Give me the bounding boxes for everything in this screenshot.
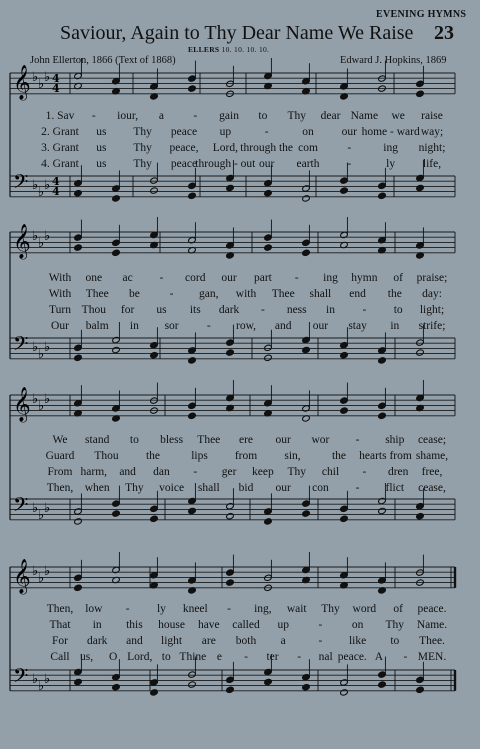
lyric-syllable: our bbox=[275, 482, 291, 494]
lyric-syllable: Thy bbox=[385, 619, 405, 631]
lyric-syllable: earth bbox=[296, 158, 320, 170]
lyric-syllable: night; bbox=[418, 142, 446, 154]
lyric-syllable: Then, bbox=[46, 603, 74, 615]
lyric-syllable: on bbox=[351, 619, 364, 631]
lyric-syllable: With bbox=[48, 272, 72, 284]
lyric-syllable: ere bbox=[238, 434, 254, 446]
lyric-syllable: when bbox=[84, 482, 110, 494]
lyric-syllable: through - out bbox=[195, 158, 256, 170]
lyric-syllable: - bbox=[294, 272, 299, 284]
bass-note bbox=[340, 689, 349, 696]
lyric-syllable: - bbox=[193, 110, 198, 122]
flat-icon: ♭ bbox=[44, 178, 51, 193]
bass-note bbox=[226, 513, 235, 520]
lyric-syllable: and bbox=[126, 635, 143, 647]
lyric-syllable: Our bbox=[51, 320, 69, 332]
lyric-syllable: Thine bbox=[179, 651, 207, 663]
lyric-syllable: With bbox=[48, 288, 72, 300]
lyric-syllable: - bbox=[206, 320, 211, 332]
treble-note bbox=[112, 249, 121, 256]
lyric-syllable: home - ward bbox=[361, 126, 420, 138]
lyric-syllable: light bbox=[161, 635, 183, 647]
lyric-syllable: Thy bbox=[133, 142, 152, 154]
lyric-syllable: and bbox=[274, 320, 292, 332]
lyric-syllable: ness bbox=[286, 304, 307, 316]
lyric-syllable: peace bbox=[170, 158, 198, 170]
lyric-syllable: kneel bbox=[182, 603, 208, 615]
lyric-syllable: up bbox=[277, 619, 289, 631]
lyric-syllable: Thy bbox=[133, 158, 152, 170]
lyric-syllable: Thou bbox=[94, 450, 119, 462]
treble-note bbox=[188, 85, 197, 92]
bass-note bbox=[150, 689, 159, 696]
lyric-syllable: end bbox=[349, 288, 366, 300]
treble-note bbox=[416, 90, 425, 97]
lyric-syllable: our bbox=[312, 320, 329, 332]
lyric-syllable: hymn bbox=[351, 272, 378, 284]
bass-note bbox=[112, 684, 121, 691]
lyric-syllable: in bbox=[326, 304, 336, 316]
time-signature: 4 bbox=[52, 82, 60, 95]
lyric-syllable: We bbox=[52, 434, 68, 446]
lyric-syllable: - bbox=[318, 619, 323, 631]
flat-icon: ♭ bbox=[38, 571, 45, 586]
bass-note bbox=[340, 515, 349, 522]
lyric-syllable: ly bbox=[156, 603, 166, 615]
lyric-syllable: dear bbox=[320, 110, 341, 122]
lyric-syllable: Thy bbox=[287, 110, 306, 122]
lyric-syllable: shame, bbox=[415, 450, 449, 462]
lyric-syllable: ly bbox=[386, 158, 396, 170]
lyric-syllable: - bbox=[244, 651, 248, 663]
bass-note bbox=[302, 684, 311, 691]
bass-note bbox=[188, 192, 197, 199]
lyric-syllable: - bbox=[355, 482, 360, 494]
lyric-syllable: to bbox=[390, 635, 400, 647]
lyric-syllable: Thee bbox=[197, 434, 221, 446]
lyric-syllable: day: bbox=[422, 288, 442, 300]
lyric-syllable: - bbox=[347, 158, 352, 170]
lyric-syllable: cord bbox=[185, 272, 206, 284]
lyric-syllable: - bbox=[362, 466, 367, 478]
lyric-syllable: Thy bbox=[125, 482, 144, 494]
lyric-syllable: harm, bbox=[80, 466, 108, 478]
lyric-syllable: Then, bbox=[46, 482, 74, 494]
lyric-syllable: peace. bbox=[417, 603, 447, 615]
lyric-syllable: MEN. bbox=[417, 651, 447, 663]
hymn-title: Saviour, Again to Thy Dear Name We Raise bbox=[60, 22, 414, 44]
flat-icon: ♭ bbox=[38, 185, 45, 200]
verse-line bbox=[0, 320, 480, 338]
lyric-syllable: - bbox=[125, 603, 130, 615]
lyric-syllable: From bbox=[47, 466, 73, 478]
lyric-syllable: - bbox=[91, 110, 96, 122]
time-signature: 4 bbox=[52, 72, 60, 85]
lyric-syllable: our bbox=[341, 126, 357, 138]
lyric-syllable: - bbox=[362, 304, 367, 316]
lyric-syllable: us, bbox=[80, 651, 94, 663]
lyric-syllable: its bbox=[189, 304, 201, 316]
lyric-syllable: That bbox=[49, 619, 71, 631]
bass-note bbox=[264, 518, 273, 525]
lyric-syllable: praise; bbox=[416, 272, 448, 284]
lyric-syllable: shall bbox=[197, 482, 220, 494]
lyric-syllable: Thee. bbox=[419, 635, 445, 647]
flat-icon: ♭ bbox=[38, 347, 45, 362]
bass-note bbox=[226, 349, 235, 356]
flat-icon: ♭ bbox=[44, 340, 51, 355]
bass-note bbox=[226, 184, 235, 191]
lyric-syllable: dark bbox=[86, 635, 108, 647]
lyric-syllable: A bbox=[374, 651, 383, 663]
lyric-syllable: are bbox=[201, 635, 216, 647]
flat-icon: ♭ bbox=[38, 508, 45, 523]
flat-icon: ♭ bbox=[32, 672, 39, 687]
treble-note bbox=[264, 244, 273, 251]
bass-note bbox=[378, 192, 387, 199]
lyric-syllable: a bbox=[280, 635, 286, 647]
lyric-syllable: nal bbox=[318, 651, 333, 663]
bass-note bbox=[74, 354, 83, 361]
treble-note bbox=[302, 249, 311, 256]
lyric-syllable: stand bbox=[85, 434, 110, 446]
lyric-syllable: and bbox=[119, 466, 136, 478]
lyric-syllable: keep bbox=[252, 466, 274, 478]
treble-note bbox=[74, 584, 83, 591]
flat-icon: ♭ bbox=[44, 70, 51, 85]
lyric-syllable: strife; bbox=[418, 320, 446, 332]
bass-note bbox=[378, 507, 387, 514]
verse-line bbox=[0, 158, 480, 176]
lyric-syllable: - bbox=[169, 288, 174, 300]
lyric-syllable: Thy bbox=[321, 603, 340, 615]
lyric-syllable: lips bbox=[191, 450, 208, 462]
lyric-syllable: bid bbox=[238, 482, 254, 494]
lyric-syllable: up bbox=[219, 126, 232, 138]
bass-note bbox=[416, 349, 425, 356]
treble-note bbox=[188, 412, 197, 419]
lyric-syllable: stay bbox=[348, 320, 367, 332]
lyric-syllable: like bbox=[348, 635, 367, 647]
lyric-syllable: we bbox=[391, 110, 405, 122]
lyric-syllable: to bbox=[393, 304, 403, 316]
lyric-syllable: raise bbox=[421, 110, 443, 122]
flat-icon: ♭ bbox=[32, 70, 39, 85]
lyric-syllable: Name bbox=[350, 110, 379, 122]
lyric-syllable: - bbox=[297, 651, 302, 663]
bass-note bbox=[302, 510, 311, 517]
bass-note bbox=[226, 686, 235, 693]
lyric-syllable: gain bbox=[219, 110, 239, 122]
lyric-syllable: Thou bbox=[81, 304, 106, 316]
lyric-syllable: - bbox=[159, 272, 164, 284]
lyric-syllable: both bbox=[235, 635, 257, 647]
lyric-syllable: in bbox=[129, 320, 139, 332]
bass-note bbox=[74, 678, 83, 685]
lyric-syllable: us bbox=[96, 126, 107, 138]
lyric-syllable: to bbox=[161, 651, 171, 663]
lyric-syllable: chil bbox=[321, 466, 340, 478]
bass-note bbox=[264, 190, 273, 197]
lyric-syllable: Guard bbox=[45, 450, 75, 462]
flat-icon: ♭ bbox=[38, 399, 45, 414]
lyric-syllable: iour, bbox=[117, 110, 139, 122]
hymn-number: 23 bbox=[434, 22, 454, 44]
lyric-syllable: us bbox=[96, 158, 107, 170]
bass-clef-icon: 𝄢 bbox=[13, 493, 29, 521]
bass-note bbox=[302, 346, 311, 353]
lyric-syllable: in bbox=[92, 619, 102, 631]
lyric-syllable: of bbox=[393, 272, 403, 284]
lyric-syllable: voice bbox=[159, 482, 185, 494]
lyric-syllable: wait bbox=[286, 603, 307, 615]
composer-credit: Edward J. Hopkins, 1869 bbox=[340, 55, 447, 66]
flat-icon: ♭ bbox=[32, 340, 39, 355]
lyric-syllable: sin, bbox=[284, 450, 301, 462]
lyric-syllable: ter bbox=[266, 651, 279, 663]
lyric-syllable: Call bbox=[50, 651, 70, 663]
lyric-syllable: con bbox=[312, 482, 329, 494]
lyric-syllable: cease; bbox=[417, 434, 447, 446]
bass-note bbox=[112, 195, 121, 202]
lyric-syllable: one bbox=[85, 272, 103, 284]
lyric-syllable: free, bbox=[421, 466, 443, 478]
bass-note bbox=[150, 515, 159, 522]
lyric-syllable: dren bbox=[387, 466, 409, 478]
flat-icon: ♭ bbox=[32, 229, 39, 244]
lyric-syllable: balm bbox=[85, 320, 109, 332]
flat-icon: ♭ bbox=[44, 229, 51, 244]
lyric-syllable: 3. Grant bbox=[41, 142, 79, 154]
bass-note bbox=[302, 195, 311, 202]
lyric-syllable: peace. bbox=[337, 651, 367, 663]
tune-name: ELLERS bbox=[188, 45, 220, 54]
section-heading: EVENING HYMNS bbox=[376, 9, 467, 20]
flat-icon: ♭ bbox=[44, 392, 51, 407]
lyric-syllable: flict bbox=[385, 482, 405, 494]
lyric-syllable: in bbox=[390, 320, 400, 332]
time-signature: 4 bbox=[52, 175, 60, 188]
lyric-syllable: wor bbox=[311, 434, 330, 446]
lyric-syllable: - bbox=[355, 434, 360, 446]
bass-note bbox=[188, 681, 197, 688]
lyric-syllable: through the bbox=[240, 142, 294, 154]
lyric-syllable: - bbox=[260, 304, 265, 316]
treble-clef-icon: 𝄞 bbox=[13, 559, 31, 594]
lyric-syllable: O bbox=[108, 651, 118, 663]
flat-icon: ♭ bbox=[38, 77, 45, 92]
lyric-syllable: low bbox=[85, 603, 103, 615]
lyric-syllable: for bbox=[120, 304, 135, 316]
flat-icon: ♭ bbox=[38, 236, 45, 251]
verse-line bbox=[0, 482, 480, 500]
lyric-syllable: a bbox=[158, 110, 165, 122]
bass-note bbox=[416, 184, 425, 191]
bass-note bbox=[74, 518, 83, 525]
lyric-syllable: our bbox=[221, 272, 237, 284]
flat-icon: ♭ bbox=[44, 564, 51, 579]
bass-note bbox=[340, 352, 349, 359]
flat-icon: ♭ bbox=[32, 564, 39, 579]
lyric-syllable: Name. bbox=[416, 619, 448, 631]
lyric-syllable: light; bbox=[419, 304, 445, 316]
bass-note bbox=[188, 357, 197, 364]
treble-note bbox=[378, 412, 387, 419]
lyric-syllable: from bbox=[234, 450, 258, 462]
lyric-syllable: cease, bbox=[418, 482, 446, 494]
lyric-syllable: - bbox=[193, 466, 198, 478]
treble-clef-icon: 𝄞 bbox=[13, 65, 31, 100]
lyric-syllable: Turn bbox=[49, 304, 71, 316]
lyric-syllable: ac bbox=[122, 272, 133, 284]
bass-clef-icon: 𝄢 bbox=[13, 664, 29, 692]
lyric-syllable: the bbox=[145, 450, 161, 462]
lyric-syllable: be bbox=[128, 288, 140, 300]
lyric-syllable: this bbox=[126, 619, 143, 631]
lyric-syllable: - bbox=[403, 651, 408, 663]
verse-line bbox=[0, 651, 480, 669]
lyric-syllable: house bbox=[158, 619, 186, 631]
lyric-syllable: - bbox=[347, 142, 352, 154]
treble-clef-icon: 𝄞 bbox=[13, 387, 31, 422]
flat-icon: ♭ bbox=[38, 679, 45, 694]
lyric-syllable: ing bbox=[383, 142, 399, 154]
lyric-syllable: Lord, bbox=[127, 651, 153, 663]
treble-note bbox=[74, 244, 83, 251]
lyric-syllable: Thee bbox=[85, 288, 109, 300]
author-credit: John Ellerton, 1866 (Text of 1868) bbox=[30, 55, 176, 66]
flat-icon: ♭ bbox=[32, 178, 39, 193]
bass-note bbox=[416, 686, 425, 693]
lyric-syllable: Thy bbox=[133, 126, 152, 138]
flat-icon: ♭ bbox=[32, 501, 39, 516]
bass-note bbox=[340, 187, 349, 194]
lyric-syllable: way; bbox=[420, 126, 444, 138]
lyric-syllable: of bbox=[393, 603, 403, 615]
lyric-syllable: bless bbox=[160, 434, 184, 446]
lyric-syllable: to bbox=[258, 110, 268, 122]
bass-clef-icon: 𝄢 bbox=[13, 332, 29, 360]
lyric-syllable: Thee bbox=[271, 288, 295, 300]
treble-clef-icon: 𝄞 bbox=[13, 224, 31, 259]
lyric-syllable: gan, bbox=[199, 288, 219, 300]
lyric-syllable: 1. Sav bbox=[45, 110, 75, 122]
lyric-syllable: called bbox=[232, 619, 260, 631]
lyric-syllable: the bbox=[387, 288, 402, 300]
lyric-syllable: For bbox=[52, 635, 68, 647]
lyric-syllable: ship bbox=[385, 434, 405, 446]
lyric-syllable: sor bbox=[164, 320, 179, 332]
flat-icon: ♭ bbox=[32, 392, 39, 407]
lyric-syllable: our bbox=[275, 434, 291, 446]
lyric-syllable: - bbox=[227, 603, 231, 615]
lyric-syllable: part bbox=[253, 272, 272, 284]
bass-note bbox=[74, 190, 83, 197]
lyric-syllable: to bbox=[129, 434, 139, 446]
bass-note bbox=[378, 357, 387, 364]
bass-note bbox=[112, 510, 121, 517]
treble-note bbox=[340, 407, 349, 414]
lyric-syllable: - bbox=[318, 635, 323, 647]
bass-clef-icon: 𝄢 bbox=[13, 170, 29, 198]
lyric-syllable: 4. Grant bbox=[41, 158, 79, 170]
bass-note bbox=[416, 513, 425, 520]
lyric-syllable: row, bbox=[235, 320, 257, 332]
bass-note bbox=[378, 681, 387, 688]
bass-note bbox=[150, 352, 159, 359]
time-signature: 4 bbox=[52, 185, 60, 198]
lyric-syllable: ger bbox=[221, 466, 237, 478]
lyric-syllable: peace bbox=[170, 126, 198, 138]
lyric-syllable: 2. Grant bbox=[41, 126, 79, 138]
lyric-syllable: us bbox=[96, 142, 107, 154]
bass-note bbox=[264, 678, 273, 685]
lyric-syllable: e bbox=[216, 651, 222, 663]
lyric-syllable: ing bbox=[323, 272, 338, 284]
flat-icon: ♭ bbox=[44, 672, 51, 687]
lyric-syllable: our bbox=[258, 158, 275, 170]
bass-note bbox=[112, 346, 121, 353]
bass-note bbox=[264, 354, 273, 361]
lyric-syllable: Lord, bbox=[212, 142, 238, 154]
lyric-syllable: dark bbox=[218, 304, 240, 316]
lyric-syllable: peace, bbox=[169, 142, 199, 154]
bass-note bbox=[188, 507, 197, 514]
lyric-syllable: hearts from bbox=[359, 450, 412, 462]
flat-icon: ♭ bbox=[44, 501, 51, 516]
lyric-syllable: word bbox=[352, 603, 377, 615]
lyric-syllable: on bbox=[302, 126, 314, 138]
lyric-syllable: with bbox=[235, 288, 257, 300]
lyric-syllable: ing, bbox=[254, 603, 272, 615]
lyric-syllable: life, bbox=[422, 158, 442, 170]
treble-note bbox=[226, 579, 235, 586]
lyric-syllable: us bbox=[156, 304, 167, 316]
lyric-syllable: com bbox=[298, 142, 318, 154]
lyric-syllable: the bbox=[331, 450, 347, 462]
lyric-syllable: have bbox=[197, 619, 220, 631]
lyric-syllable: shall bbox=[309, 288, 332, 300]
bass-note bbox=[150, 187, 159, 194]
lyric-syllable: dan bbox=[153, 466, 170, 478]
meter: 10. 10. 10. 10. bbox=[221, 45, 270, 54]
lyric-syllable: Thy bbox=[287, 466, 306, 478]
lyric-syllable: - bbox=[264, 126, 269, 138]
